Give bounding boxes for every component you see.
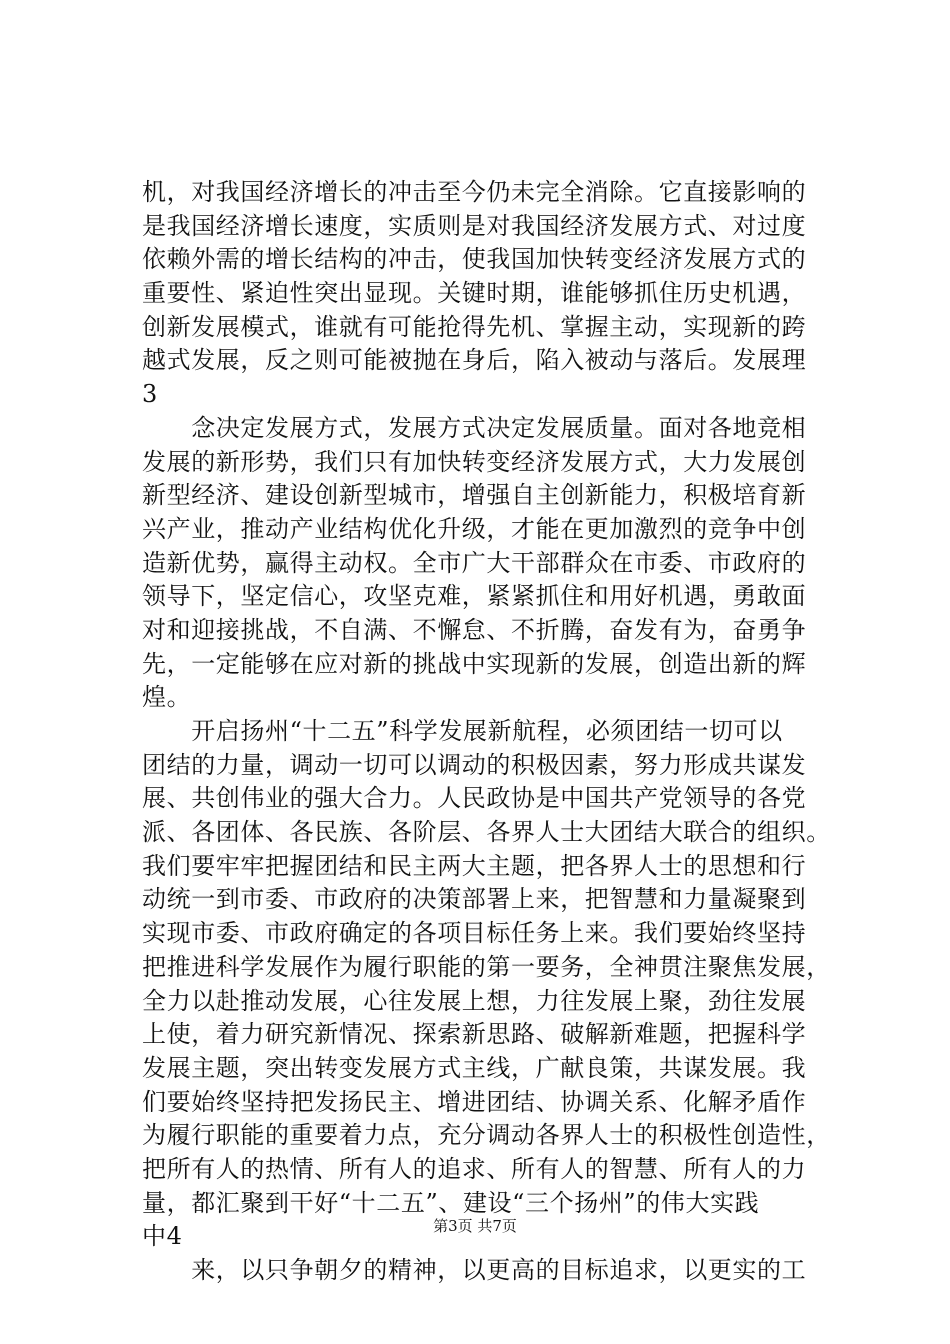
text-line: 动统一到市委、市政府的决策部署上来，把智慧和力量凝聚到 xyxy=(142,885,807,914)
text-line: 煌。 xyxy=(142,683,192,712)
text-line: 来，以只争朝夕的精神，以更高的目标追求，以更实的工 xyxy=(142,1256,807,1284)
text-line: 全力以赴推动发展，心往发展上想，力往发展上聚，劲往发展 xyxy=(142,986,807,1015)
text-line: 造新优势，赢得主动权。全市广大干部群众在市委、市政府的 xyxy=(142,548,807,577)
text-line: 越式发展，反之则可能被抛在身后，陷入被动与落后。发展理 xyxy=(142,346,807,375)
text-line: 是我国经济增长速度，实质则是对我国经济发展方式、对过度 xyxy=(142,211,807,240)
text-line: 兴产业，推动产业结构优化升级，才能在更加激烈的竞争中创 xyxy=(142,514,807,543)
page-number-label: 第3页 共7页 xyxy=(433,1217,517,1235)
text-line: 派、各团体、各民族、各阶层、各界人士大团结大联合的组织。 xyxy=(142,818,831,847)
text-line: 对和迎接挑战，不自满、不懈怠、不折腾，奋发有为，奋勇争 xyxy=(142,615,807,644)
text-line: 先，一定能够在应对新的挑战中实现新的发展，创造出新的辉 xyxy=(142,649,807,678)
text-line: 把所有人的热情、所有人的追求、所有人的智慧、所有人的力 xyxy=(142,1154,807,1183)
text-line: 为履行职能的重要着力点，充分调动各界人士的积极性创造性， xyxy=(142,1121,831,1150)
text-line: 展、共创伟业的强大合力。人民政协是中国共产党领导的各党 xyxy=(142,784,807,813)
page-footer xyxy=(0,1216,950,1236)
text-line: 中4 xyxy=(142,1222,183,1251)
document-body xyxy=(142,176,842,1288)
text-line: 团结的力量，调动一切可以调动的积极因素，努力形成共谋发 xyxy=(142,750,807,779)
text-line: 开启扬州“十二五”科学发展新航程，必须团结一切可以 xyxy=(142,717,783,745)
text-line: 依赖外需的增长结构的冲击，使我国加快转变经济发展方式的 xyxy=(142,245,807,274)
text-line: 发展的新形势，我们只有加快转变经济发展方式，大力发展创 xyxy=(142,447,807,476)
text-line: 领导下，坚定信心，攻坚克难，紧紧抓住和用好机遇，勇敢面 xyxy=(142,582,807,611)
text-line: 量，都汇聚到干好“十二五”、建设“三个扬州”的伟大实践 xyxy=(142,1188,760,1217)
text-line: 把推进科学发展作为履行职能的第一要务，全神贯注聚焦发展， xyxy=(142,952,831,981)
text-line: 发展主题，突出转变发展方式主线，广献良策，共谋发展。我 xyxy=(142,1053,807,1082)
text-line: 念决定发展方式，发展方式决定发展质量。面对各地竞相 xyxy=(142,413,807,442)
inline-page-number: 3 xyxy=(142,380,158,409)
text-line: 机，对我国经济增长的冲击至今仍未完全消除。它直接影响的 xyxy=(142,178,807,206)
text-line: 们要始终坚持把发扬民主、增进团结、协调关系、化解矛盾作 xyxy=(142,1087,807,1116)
text-line: 新型经济、建设创新型城市，增强自主创新能力，积极培育新 xyxy=(142,481,807,510)
text-line: 实现市委、市政府确定的各项目标任务上来。我们要始终坚持 xyxy=(142,919,807,948)
text-line: 上使，着力研究新情况、探索新思路、破解新难题，把握科学 xyxy=(142,1020,807,1049)
text-line: 重要性、紧迫性突出显现。关键时期，谁能够抓住历史机遇， xyxy=(142,279,807,308)
text-line: 我们要牢牢把握团结和民主两大主题，把各界人士的思想和行 xyxy=(142,851,807,880)
text-line: 创新发展模式，谁就有可能抢得先机、掌握主动，实现新的跨 xyxy=(142,312,807,341)
